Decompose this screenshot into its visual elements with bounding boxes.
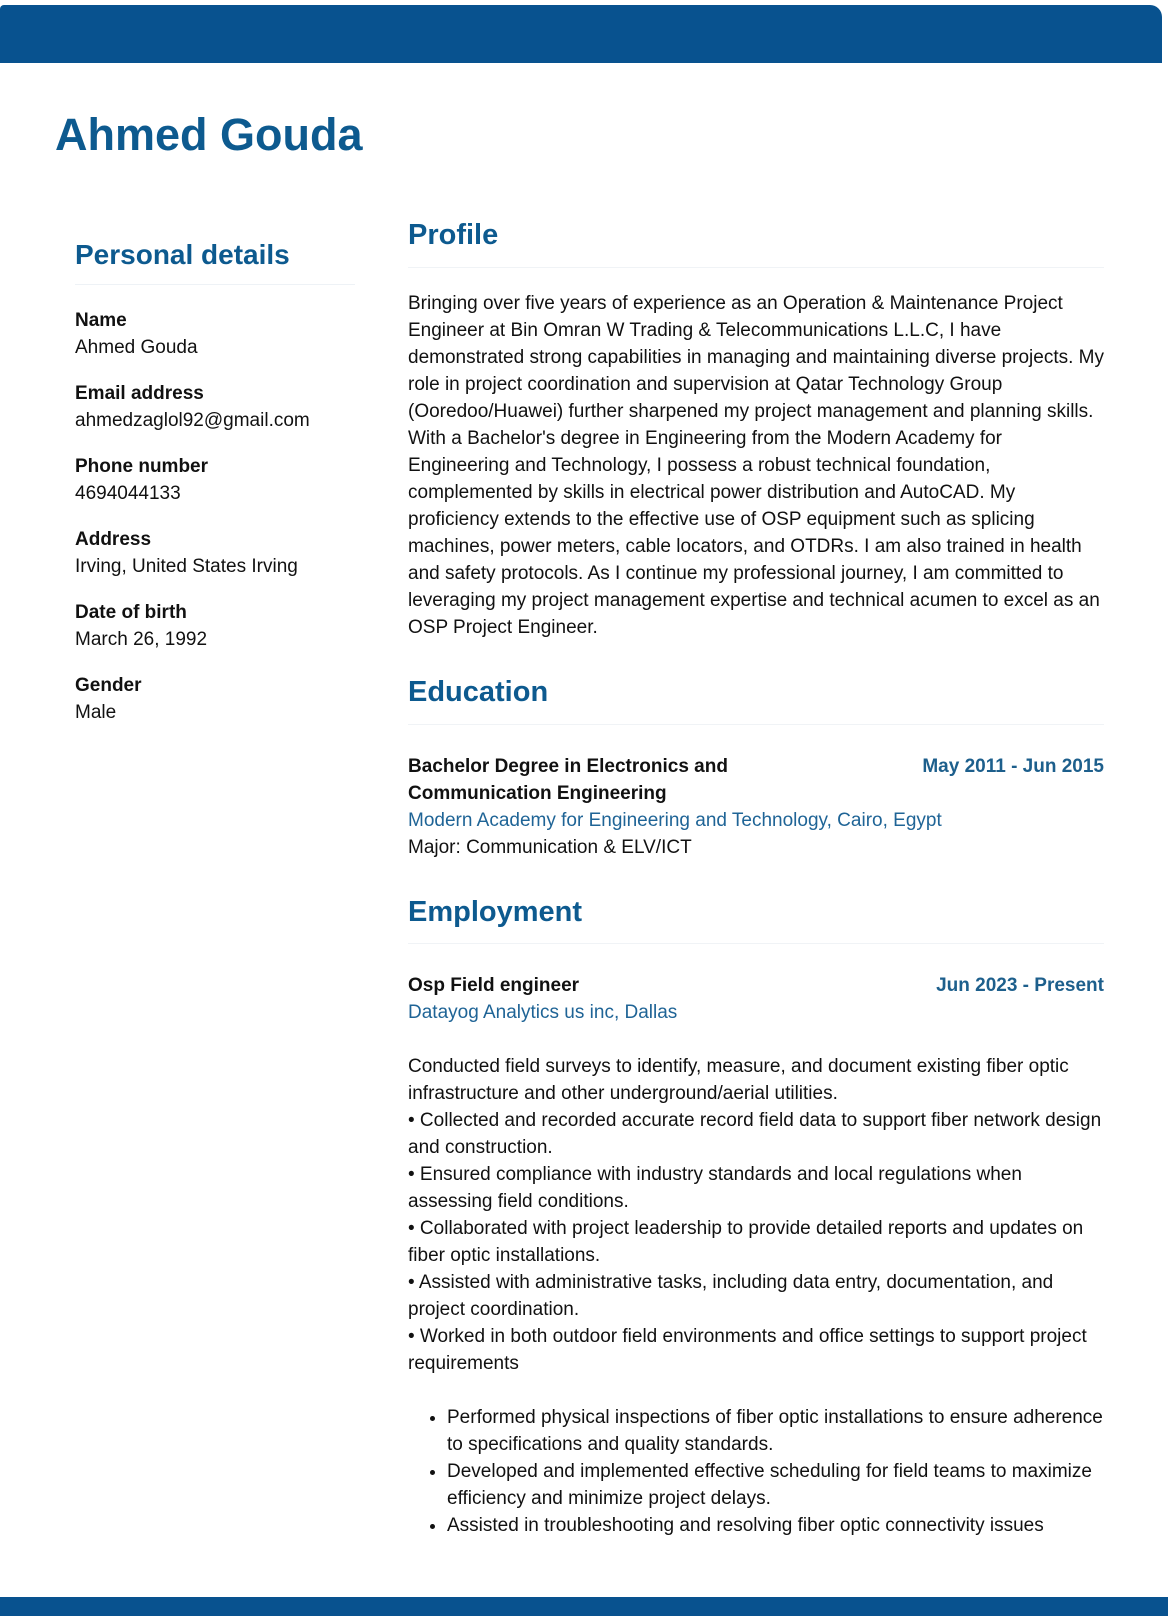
institution: Modern Academy for Engineering and Technology, Cairo, Egypt bbox=[408, 809, 942, 831]
resume-main-column bbox=[408, 218, 1104, 1539]
profile-heading: Profile bbox=[408, 219, 499, 251]
job-bullet-list bbox=[408, 1404, 1104, 1539]
description-line: Conducted field surveys to identify, measure, and document existing fiber optic infrastructure and other underground/aerial utilities. bbox=[408, 1056, 1069, 1105]
description-line: • Assisted with administrative tasks, including data entry, documentation, and project coordination. bbox=[408, 1272, 1054, 1321]
education-entry-header bbox=[408, 753, 1104, 807]
top-header-bar bbox=[0, 5, 1162, 63]
bottom-footer-bar bbox=[0, 1597, 1168, 1616]
detail-label: Address bbox=[75, 528, 152, 550]
detail-label: Phone number bbox=[75, 455, 209, 477]
description-line: • Worked in both outdoor field environments and office settings to support project requirements bbox=[408, 1326, 1087, 1375]
personal-details-divider bbox=[75, 284, 355, 285]
gender-value: Male bbox=[75, 701, 117, 723]
profile-summary: Bringing over five years of experience as an Operation & Maintenance Project Engineer at Bin Omran W Trading & Telecommunications L.L.C, I have demonstrated strong capabilities in managing and maintaining diverse projects. My role in project coordination and supervision at Qatar Technology Group (Ooredoo/Huawei) further sharpened my project management and planning skills. With a Bachelor's degree in Engineering from the Modern Academy for Engineering and Technology, I possess a robust technical foundation, complemented by skills in electrical power distribution and AutoCAD. My proficiency extends to the effective use of OSP equipment such as splicing machines, power meters, cable locators, and OTDRs. I am also trained in health and safety protocols. As I continue my professional journey, I am committed to leveraging my project management expertise and technical acumen to excel as an OSP Project Engineer. bbox=[408, 292, 1104, 638]
employment-section bbox=[408, 895, 1104, 1540]
job-description bbox=[408, 1053, 1104, 1377]
employment-dates: Jun 2023 - Present bbox=[936, 975, 1104, 997]
detail-address bbox=[75, 526, 355, 580]
education-heading: Education bbox=[408, 675, 549, 708]
personal-details-list bbox=[75, 307, 355, 726]
description-line: • Ensured compliance with industry standards and local regulations when assessing field conditions. bbox=[408, 1164, 1022, 1213]
description-line: • Collected and recorded accurate record field data to support fiber network design and construction. bbox=[408, 1110, 1102, 1159]
email-value: ahmedzaglol92@gmail.com bbox=[75, 409, 310, 431]
company: Datayog Analytics us inc, Dallas bbox=[408, 1002, 678, 1024]
job-bullet: • Assisted in troubleshooting and resolving fiber optic connectivity issues bbox=[447, 1512, 1104, 1539]
job-bullet: • Developed and implemented effective scheduling for field teams to maximize efficiency and minimize project delays. bbox=[447, 1458, 1104, 1512]
date-of-birth-value: March 26, 1992 bbox=[75, 628, 208, 650]
job-bullet: • Performed physical inspections of fiber optic installations to ensure adherence to specifications and quality standards. bbox=[447, 1404, 1104, 1458]
employment-entry-header bbox=[408, 972, 1104, 999]
employment-entry bbox=[408, 972, 1104, 1539]
detail-label: Gender bbox=[75, 674, 142, 696]
description-line: • Collaborated with project leadership to provide detailed reports and updates on fiber optic installations. bbox=[408, 1218, 1084, 1267]
address-value: Irving, United States Irving bbox=[75, 555, 298, 577]
phone-value: 4694044133 bbox=[75, 482, 181, 504]
resume-name: Ahmed Gouda bbox=[55, 109, 363, 160]
degree-title: Bachelor Degree in Electronics and Communication Engineering bbox=[408, 755, 728, 804]
education-section bbox=[408, 675, 1104, 861]
major: Major: Communication & ELV/ICT bbox=[408, 836, 692, 858]
education-entry bbox=[408, 753, 1104, 861]
detail-value: Ahmed Gouda bbox=[75, 336, 198, 358]
detail-gender bbox=[75, 672, 355, 726]
detail-name bbox=[75, 307, 355, 361]
detail-label: Email address bbox=[75, 382, 204, 404]
detail-label: Date of birth bbox=[75, 601, 187, 623]
employment-divider bbox=[408, 943, 1104, 944]
detail-phone bbox=[75, 453, 355, 507]
personal-details-heading: Personal details bbox=[75, 239, 290, 270]
detail-label: Name bbox=[75, 309, 127, 331]
profile-section bbox=[408, 218, 1104, 641]
education-dates: May 2011 - Jun 2015 bbox=[922, 755, 1104, 777]
detail-date-of-birth bbox=[75, 599, 355, 653]
personal-details-sidebar bbox=[75, 238, 355, 745]
profile-divider bbox=[408, 267, 1104, 268]
job-title: Osp Field engineer bbox=[408, 975, 580, 997]
employment-heading: Employment bbox=[408, 895, 583, 928]
education-divider bbox=[408, 724, 1104, 725]
detail-email bbox=[75, 380, 355, 434]
